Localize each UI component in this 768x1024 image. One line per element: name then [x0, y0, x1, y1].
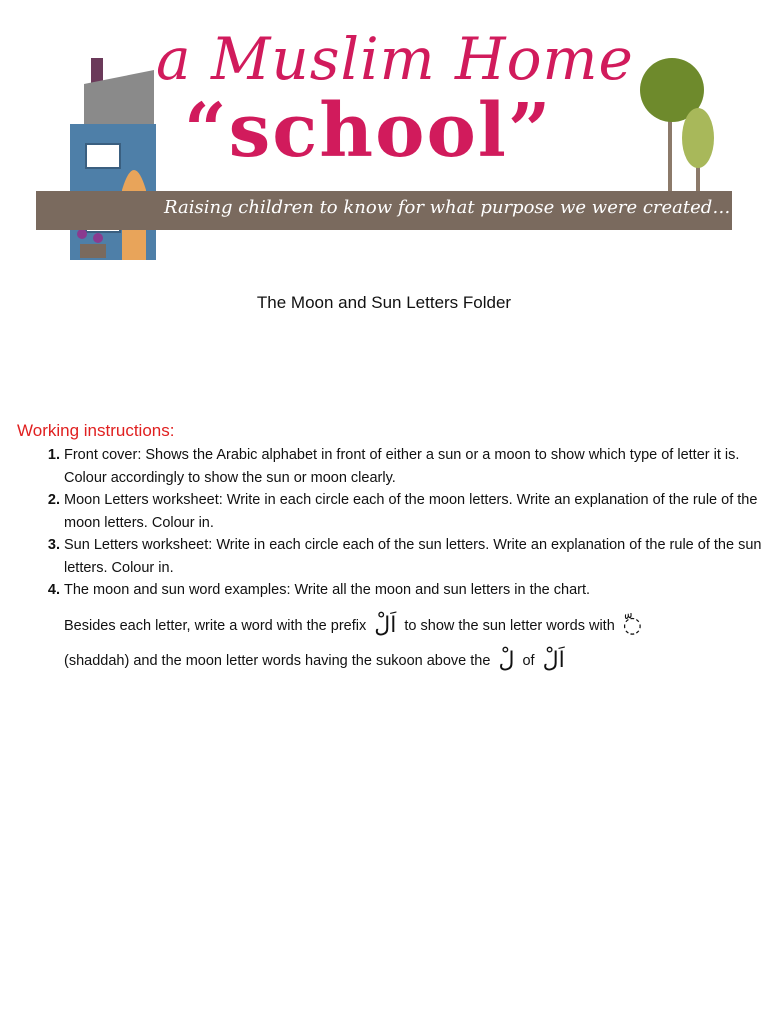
- document-title: The Moon and Sun Letters Folder: [256, 293, 512, 312]
- list-item: 4. The moon and sun word examples: Write all the moon and sun letters in the chart.: [64, 579, 768, 602]
- instructions-heading: Working instructions:: [17, 421, 175, 440]
- text-span: (shaddah) and the moon letter words having the sukoon above the: [64, 653, 491, 669]
- tagline: Raising children to know for what purpose we were created…: [164, 197, 731, 218]
- house-window-shape: [86, 144, 120, 168]
- list-item: 1. Front cover: Shows the Arabic alphabet in front of either a sun or a moon to show which type of letter it is. Colour accordingly to show the sun or moon clearly.: [64, 444, 768, 489]
- tree-shape: [682, 108, 714, 168]
- arabic-prefix: اَلْ: [374, 613, 397, 638]
- text-span: of: [522, 653, 535, 669]
- chimney-shape: [91, 58, 103, 84]
- instruction-extra-line1: [64, 613, 754, 638]
- header-banner: [36, 20, 734, 265]
- list-item: 2. Moon Letters worksheet: Write in each circle each of the moon letters. Write an explanation of the rule of the moon letters. Colour in.: [64, 489, 768, 534]
- arabic-prefix: اَلْ: [542, 648, 565, 673]
- planter-shape: [80, 244, 106, 258]
- text-span: Besides each letter, write a word with the prefix: [64, 618, 367, 634]
- site-title-line1: a Muslim Home: [156, 25, 634, 93]
- flower-shape: [93, 233, 103, 243]
- site-title-line2: “school”: [184, 88, 553, 174]
- shaddah-mark: ◌ّ: [622, 613, 642, 638]
- arabic-lam: لْ: [498, 648, 515, 673]
- tree-trunk-shape: [668, 120, 672, 194]
- list-item: 3. Sun Letters worksheet: Write in each circle each of the sun letters. Write an explanation of the rule of the sun letters. Colour in.: [64, 534, 768, 579]
- flower-shape: [77, 229, 87, 239]
- instruction-extra-line2: [64, 648, 754, 673]
- text-span: to show the sun letter words with: [404, 618, 615, 634]
- instructions-list: [40, 444, 768, 602]
